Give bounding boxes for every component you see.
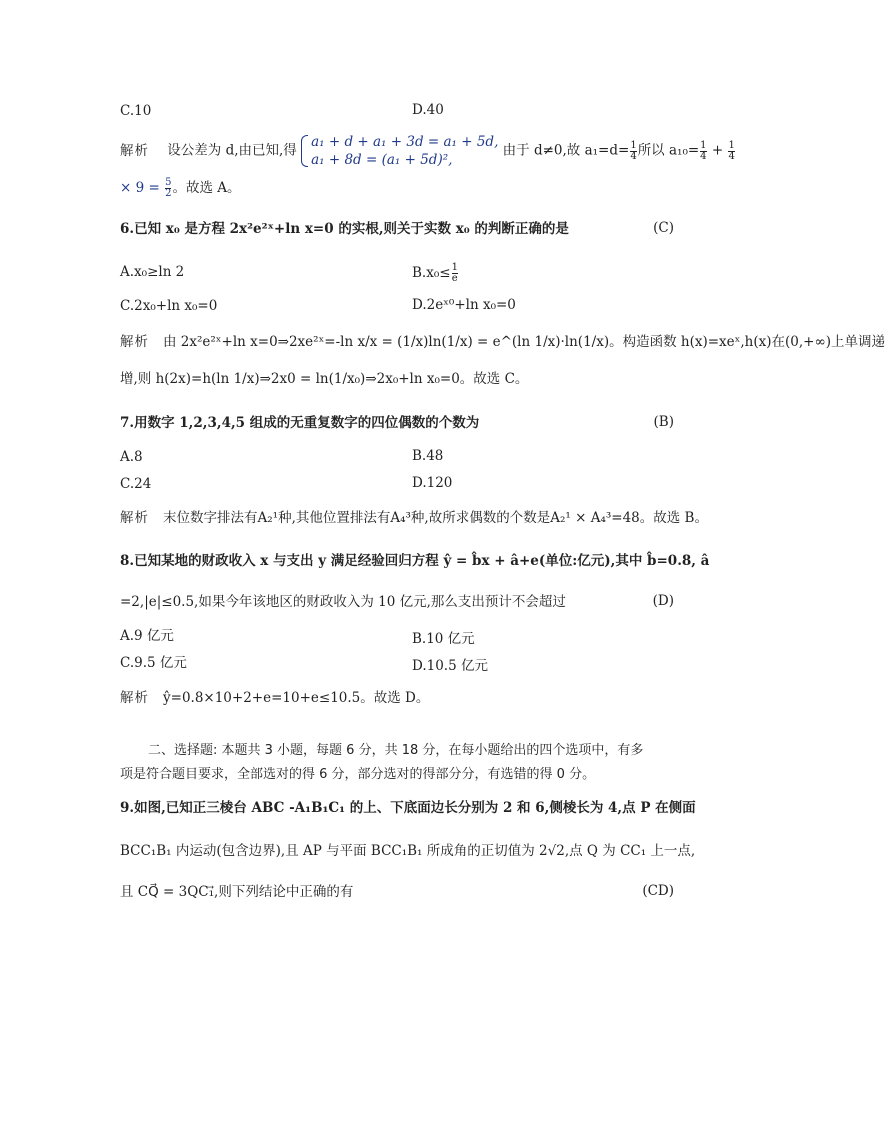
q7-option-b: B.48	[412, 448, 444, 464]
q8-answer: (D)	[652, 593, 674, 609]
q7-solution	[120, 509, 708, 527]
q6-stem-text: 6.已知 x₀ 是方程 2x²e²ˣ+ln x=0 的实根,则关于实数 x₀ 的判断正确的是	[120, 221, 569, 237]
q6-stem	[120, 220, 569, 238]
q7-solution-text: 末位数字排法有A₂¹种,其他位置排法有A₄³种,故所求偶数的个数是A₂¹ × A₄³=48。故选 B。	[163, 510, 708, 526]
q8-option-d: D.10.5 亿元	[412, 658, 488, 674]
q7-option-d: D.120	[412, 475, 453, 491]
q9-stem-text1: 9.如图,已知正三棱台 ABC -A₁B₁C₁ 的上、下底面边长分别为 2 和 6,侧棱长为 4,点 P 在侧面	[120, 800, 696, 816]
section2-heading-line2: 项是符合题目要求，全部选对的得 6 分，部分选对的得部分分，有选错的得 0 分。	[120, 767, 596, 782]
q5-solution-text1: 设公差为 d,由已知,得	[167, 142, 297, 159]
system-eq2: a₁ + 8d = (a₁ + 5d)²,	[311, 152, 453, 168]
q5-solution: 解析 设公差为 d,由已知,得 a₁ + d + a₁ + 3d = a₁ + 5d, a₁ + 8d = (a₁ + 5d)², 由于 d≠0,故 a₁=d= $\frac{1}{4}$ 所以 a₁₀= $\frac{1}{4}$ + $\frac{1}{4}$	[120, 134, 735, 168]
fraction-five-halves: $\frac{5}{2}$	[165, 177, 172, 199]
q8-stem-line1	[120, 552, 709, 570]
q5-solution-text3: 所以 a₁₀=	[637, 142, 700, 159]
q6-option-c: C.2x₀+ln x₀=0	[120, 298, 218, 314]
section2-heading-line1: 二、选择题: 本题共 3 小题，每题 6 分，共 18 分，在每小题给出的四个选项中，有多	[148, 743, 644, 758]
q5-option-c: C.10	[120, 103, 152, 119]
q7-option-a: A.8	[120, 449, 143, 465]
q6-option-b	[412, 263, 459, 284]
q9-stem-line1	[120, 799, 696, 817]
q7-stem-text: 7.用数字 1,2,3,4,5 组成的无重复数字的四位偶数的个数为	[120, 415, 480, 431]
solution-label: 解析	[120, 334, 149, 350]
equation-system	[301, 133, 498, 169]
q5-solution-cont	[120, 178, 241, 199]
q7-stem	[120, 414, 479, 432]
q7-option-c: C.24	[120, 476, 152, 492]
q5-solution-text2: 由于 d≠0,故 a₁=d=	[502, 142, 630, 159]
q6-solution	[120, 333, 885, 351]
solution-label: 解析	[120, 690, 149, 706]
solution-label: 解析	[120, 510, 149, 526]
q8-stem-text1: 8.已知某地的财政收入 x 与支出 y 满足经验回归方程 ŷ = b̂x + â+e(单位:亿元),其中 b̂=0.8, â	[120, 553, 710, 569]
q6-answer: (C)	[653, 220, 674, 236]
q8-stem-line2: =2,|e|≤0.5,如果今年该地区的财政收入为 10 亿元,那么支出预计不会超过	[120, 594, 566, 610]
fraction-one-quarter-b: $\frac{1}{4}$	[700, 139, 707, 162]
q8-option-c: C.9.5 亿元	[120, 655, 187, 671]
fraction-one-over-e: $\frac{1}{e}$	[451, 262, 458, 284]
q8-solution-text: ŷ=0.8×10+2+e=10+e≤10.5。故选 D。	[163, 690, 430, 706]
system-eq1: a₁ + d + a₁ + 3d = a₁ + 5d,	[311, 134, 499, 150]
q8-solution	[120, 689, 429, 707]
q9-answer: (CD)	[642, 883, 674, 899]
q8-option-a: A.9 亿元	[120, 628, 174, 644]
q6-solution-line2: 增,则 h(2x)=h(ln 1/x)⇒2x0 = ln(1/x₀)⇒2x₀+ln x₀=0。故选 C。	[120, 371, 529, 387]
q6-option-b-text: B.x₀≤	[412, 265, 451, 281]
solution-label: 解析	[120, 142, 149, 159]
q7-answer: (B)	[653, 414, 674, 430]
fraction-one-quarter-c: $\frac{1}{4}$	[728, 139, 735, 162]
q9-stem-line3: 且 CQ⃗ = 3QC₁⃗,则下列结论中正确的有	[120, 884, 354, 900]
q6-solution-line1: 由 2x²e²ˣ+ln x=0⇒2xe²ˣ=-ln x/x = (1/x)ln(1/x) = e^(ln 1/x)·ln(1/x)。构造函数 h(x)=xeˣ,h(x)在(0,+∞)上单调递	[163, 334, 885, 350]
q9-stem-line2: BCC₁B₁ 内运动(包含边界),且 AP 与平面 BCC₁B₁ 所成角的正切值为 2√2,点 Q 为 CC₁ 上一点,	[120, 843, 696, 859]
q6-option-d: D.2eˣ⁰+ln x₀=0	[412, 297, 516, 313]
fraction-one-quarter: $\frac{1}{4}$	[630, 139, 637, 162]
q5-option-d: D.40	[412, 102, 444, 118]
q6-option-a: A.x₀≥ln 2	[120, 264, 185, 280]
q5-solution-text5: 。故选 A。	[172, 180, 241, 196]
q5-solution-text4: × 9 =	[120, 180, 160, 196]
q8-option-b: B.10 亿元	[412, 631, 475, 647]
